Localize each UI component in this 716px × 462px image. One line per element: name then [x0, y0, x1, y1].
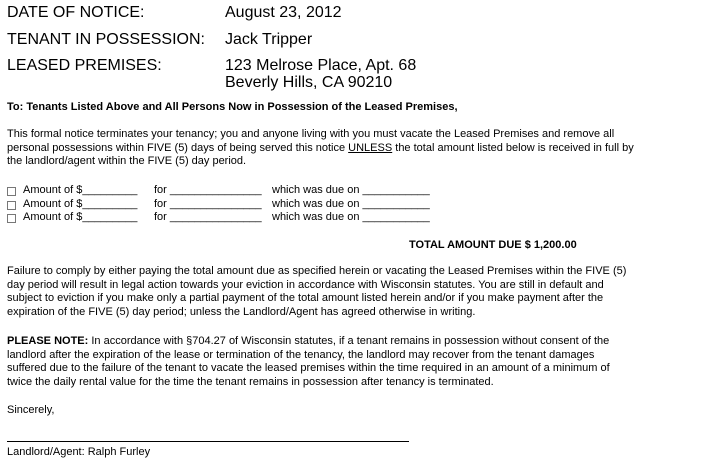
please-note-line: suffered due to the failure of the tenant to vacate the leased premises within the time required in an amount of a minimum of: [7, 362, 610, 375]
checkbox-icon[interactable]: [7, 214, 16, 223]
failure-line: Failure to comply by either paying the total amount due as specified herein or vacating the Leased Premises within the FIVE (5): [7, 265, 627, 277]
closing: Sincerely,: [7, 404, 55, 416]
please-note-paragraph: [7, 335, 712, 389]
date-of-notice-value: August 23, 2012: [225, 4, 342, 21]
intro-line: the landlord/agent within the FIVE (5) day period.: [7, 155, 247, 168]
failure-line: day period will result in legal action towards your eviction in accordance with Wisconsin statutes. You are still in default and: [7, 278, 604, 291]
for-field[interactable]: for _______________: [154, 198, 262, 210]
premises-address-line2: Beverly Hills, CA 90210: [225, 74, 393, 91]
failure-paragraph: [7, 265, 712, 319]
please-note-line: PLEASE NOTE: In accordance with §704.27 of Wisconsin statutes, if a tenant remains in possession without consent of the: [7, 335, 610, 347]
signature-label: Landlord/Agent: Ralph Furley: [7, 446, 151, 458]
checkbox-icon[interactable]: [7, 201, 16, 210]
leased-premises-label: LEASED PREMISES:: [7, 57, 162, 74]
premises-address-line1: 123 Melrose Place, Apt. 68: [225, 57, 417, 74]
due-date-field[interactable]: which was due on ___________: [272, 198, 430, 210]
due-date-field[interactable]: which was due on ___________: [272, 184, 430, 196]
tenant-label: TENANT IN POSSESSION:: [7, 31, 205, 48]
signature-line[interactable]: [7, 441, 409, 442]
for-field[interactable]: for _______________: [154, 211, 262, 223]
amount-field[interactable]: Amount of $_________: [23, 198, 138, 210]
unless-emphasis: UNLESS: [348, 141, 393, 154]
failure-line: expiration of the FIVE (5) day period; unless the Landlord/Agent has agreed otherwise in writing.: [7, 305, 476, 318]
tenant-value: Jack Tripper: [225, 31, 313, 48]
date-of-notice-label: DATE OF NOTICE:: [7, 4, 145, 21]
please-note-line: twice the daily rental value for the time the tenant remains in possession after tenancy is terminated.: [7, 375, 494, 388]
salutation: To: Tenants Listed Above and All Persons Now in Possession of the Leased Premises,: [7, 101, 458, 113]
intro-paragraph: [7, 128, 712, 169]
please-note-line: landlord after the expiration of the lease or termination of the tenancy, the landlord may recover from the tenant damages: [7, 348, 595, 361]
checkbox-icon[interactable]: [7, 187, 16, 196]
amount-field[interactable]: Amount of $_________: [23, 211, 138, 223]
failure-line: subject to eviction if you make only a partial payment of the total amount listed herein and/or if you make payment after the: [7, 292, 604, 305]
due-date-field[interactable]: which was due on ___________: [272, 211, 430, 223]
total-amount-due: TOTAL AMOUNT DUE $ 1,200.00: [409, 239, 577, 251]
intro-line: personal possessions within FIVE (5) days of being served this notice UNLESS the total amount listed below is received in full by: [7, 141, 634, 154]
intro-line: This formal notice terminates your tenancy; you and anyone living with you must vacate the Leased Premises and remove all: [7, 128, 615, 140]
amount-field[interactable]: Amount of $_________: [23, 184, 138, 196]
please-note-label: PLEASE NOTE:: [7, 335, 89, 347]
for-field[interactable]: for _______________: [154, 184, 262, 196]
